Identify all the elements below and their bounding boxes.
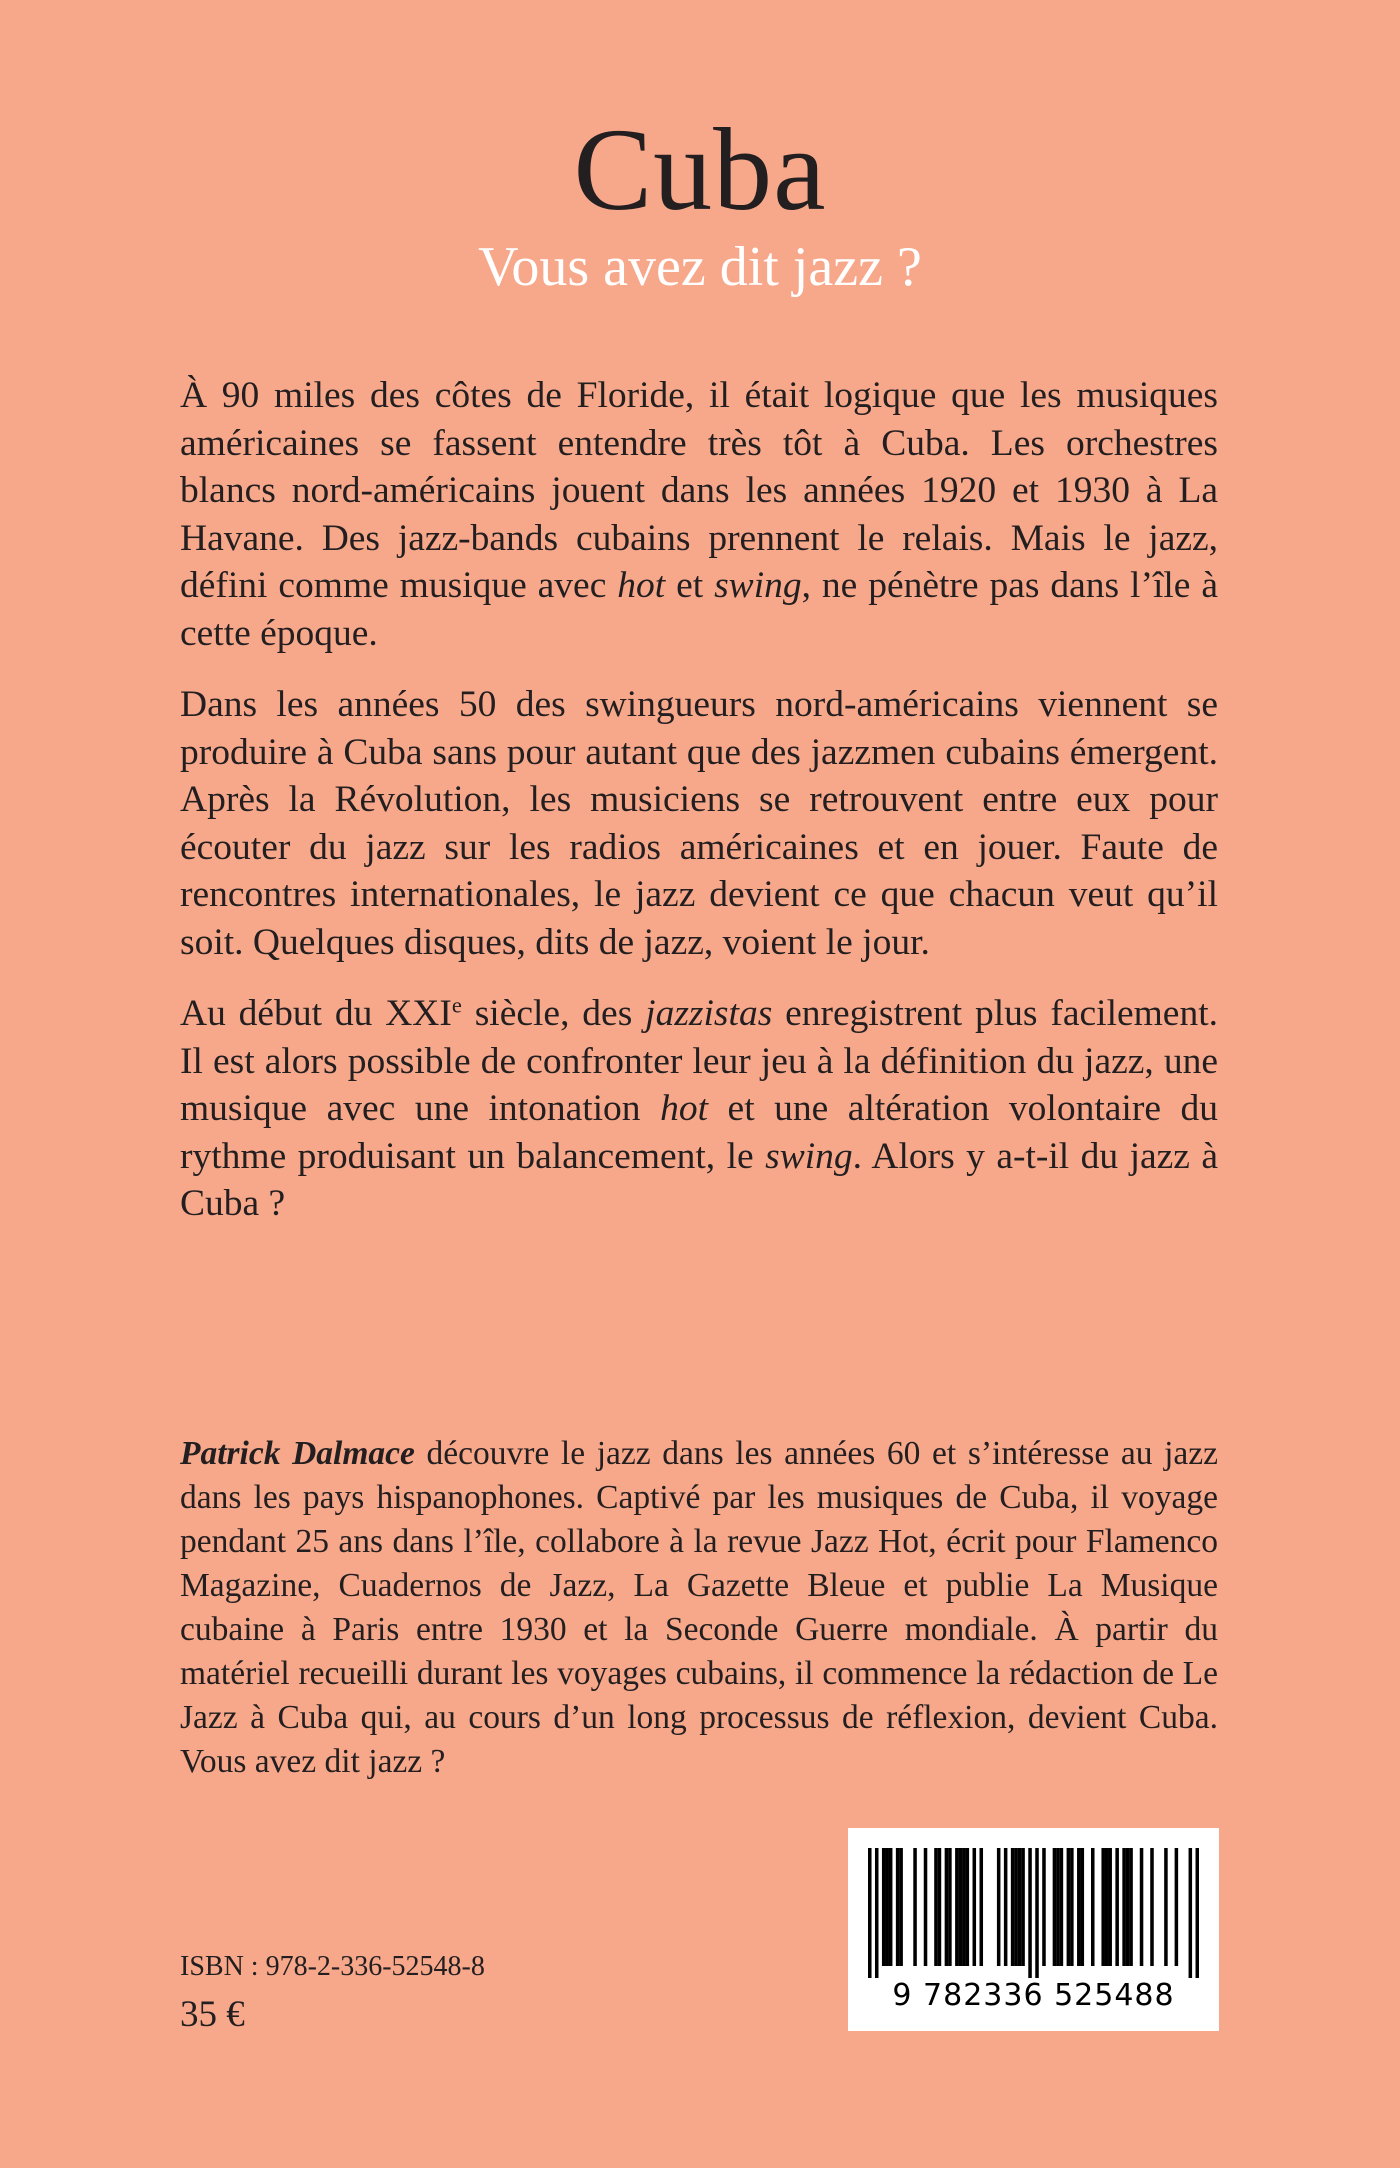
barcode-bar <box>1175 1848 1179 1966</box>
barcode-bar <box>1070 1848 1074 1966</box>
barcode-bar <box>1060 1848 1064 1966</box>
barcode-bar <box>1105 1848 1109 1966</box>
barcode-bar <box>1126 1848 1130 1966</box>
barcode-bar <box>1011 1848 1015 1966</box>
barcode-digits: 9 782336 525488 <box>892 1978 1175 2013</box>
barcode-bar <box>875 1848 879 1978</box>
barcode-bar <box>973 1848 977 1966</box>
barcode-bar <box>913 1848 917 1966</box>
barcode-bar <box>896 1848 900 1966</box>
barcode-bar <box>1122 1848 1126 1966</box>
barcode-bar <box>1077 1848 1081 1966</box>
barcode-bar <box>1004 1848 1008 1966</box>
barcode-bar <box>959 1848 963 1966</box>
barcode-bar <box>962 1848 966 1966</box>
price: 35 € <box>180 1994 245 2035</box>
barcode-bar <box>1129 1848 1133 1966</box>
barcode-bar <box>1150 1848 1154 1966</box>
barcode-bar <box>1035 1848 1039 1978</box>
barcode-bar <box>1018 1848 1022 1966</box>
book-subtitle: Vous avez dit jazz ? <box>478 236 922 298</box>
author-name: Patrick Dalmace <box>180 1435 415 1472</box>
barcode-bar <box>1196 1848 1199 1978</box>
barcode-bar <box>1189 1848 1193 1978</box>
barcode-bar <box>1042 1848 1046 1966</box>
isbn-number: ISBN : 978-2-336-52548-8 <box>180 1951 485 1982</box>
barcode-bar <box>1081 1848 1085 1966</box>
author-bio: Patrick Dalmace découvre le jazz dans les années 60 et s’intéresse au jazz dans les pays hispanophones. Captivé par les musiques de Cuba, il voyage pendant 25 ans dans l’île, collabore à la revue Jazz Hot, écrit pour Flamenco Magazine, Cuadernos de Jazz, La Gazette Bleue et publie La Musique cubaine à Paris entre 1930 et la Seconde Guerre mondiale. À partir du matériel recueilli durant les voyages cubains, il commence la rédaction de Le Jazz à Cuba qui, au cours d’un long processus de réflexion, devient Cuba. Vous avez dit jazz ? <box>180 1435 1218 1780</box>
blurb-paragraph-2: Dans les années 50 des swingueurs nord-américains viennent se produire à Cuba sans pour autant que des jazzmen cubains émergent. Après la Révolution, les musiciens se retrouvent entre eux pour écouter du jazz sur les radios américaines et en jouer. Faute de rencontres internationales, le jazz devient ce que chacun veut qu’il soit. Quelques disques, dits de jazz, voient le jour. <box>180 684 1218 963</box>
barcode-bar <box>966 1848 970 1966</box>
barcode <box>848 1828 1219 2031</box>
barcode-bar <box>1108 1848 1112 1966</box>
barcode-bar <box>955 1848 959 1966</box>
barcode-bar <box>979 1848 983 1966</box>
barcode-bar <box>1056 1848 1060 1966</box>
barcode-bar <box>1053 1848 1057 1966</box>
barcode-bars <box>868 1848 1199 1978</box>
barcode-bar <box>882 1848 886 1966</box>
barcode-bar <box>997 1848 1001 1966</box>
barcode-bar <box>889 1848 893 1966</box>
blurb-paragraph-3: Au début du XXIe siècle, des jazzistas enregistrent plus facilement. Il est alors possible de confronter leur jeu à la définition du jazz, une musique avec une intonation hot et une altération volontaire du rythme produisant un balancement, le swing. Alors y a-t-il du jazz à Cuba ? <box>180 992 1218 1224</box>
barcode-bar <box>1067 1848 1071 1966</box>
barcode-bar <box>924 1848 928 1966</box>
barcode-bar <box>948 1848 952 1966</box>
barcode-bar <box>885 1848 889 1966</box>
barcode-bar <box>1014 1848 1018 1966</box>
book-title: Cuba <box>573 104 827 235</box>
barcode-bar <box>945 1848 949 1966</box>
barcode-bar <box>1021 1848 1025 1966</box>
barcode-bar <box>1028 1848 1032 1978</box>
barcode-bar <box>1091 1848 1095 1966</box>
barcode-bar <box>899 1848 903 1966</box>
barcode-bar <box>1115 1848 1119 1966</box>
barcode-bar <box>934 1848 938 1966</box>
barcode-bar <box>868 1848 872 1978</box>
barcode-bar <box>1164 1848 1168 1966</box>
blurb <box>180 372 1218 1252</box>
barcode-bar <box>938 1848 942 1966</box>
barcode-bar <box>1101 1848 1105 1966</box>
barcode-bar <box>1140 1848 1144 1966</box>
blurb-paragraph-1: À 90 miles des côtes de Floride, il était logique que les musiques américaines se fassent entendre très tôt à Cuba. Les orchestres blancs nord-américains jouent dans les années 1920 et 1930 à La Havane. Des jazz-bands cubains prennent le relais. Mais le jazz, défini comme musique avec hot et swing, ne pénètre pas dans l’île à cette époque. <box>180 375 1218 654</box>
